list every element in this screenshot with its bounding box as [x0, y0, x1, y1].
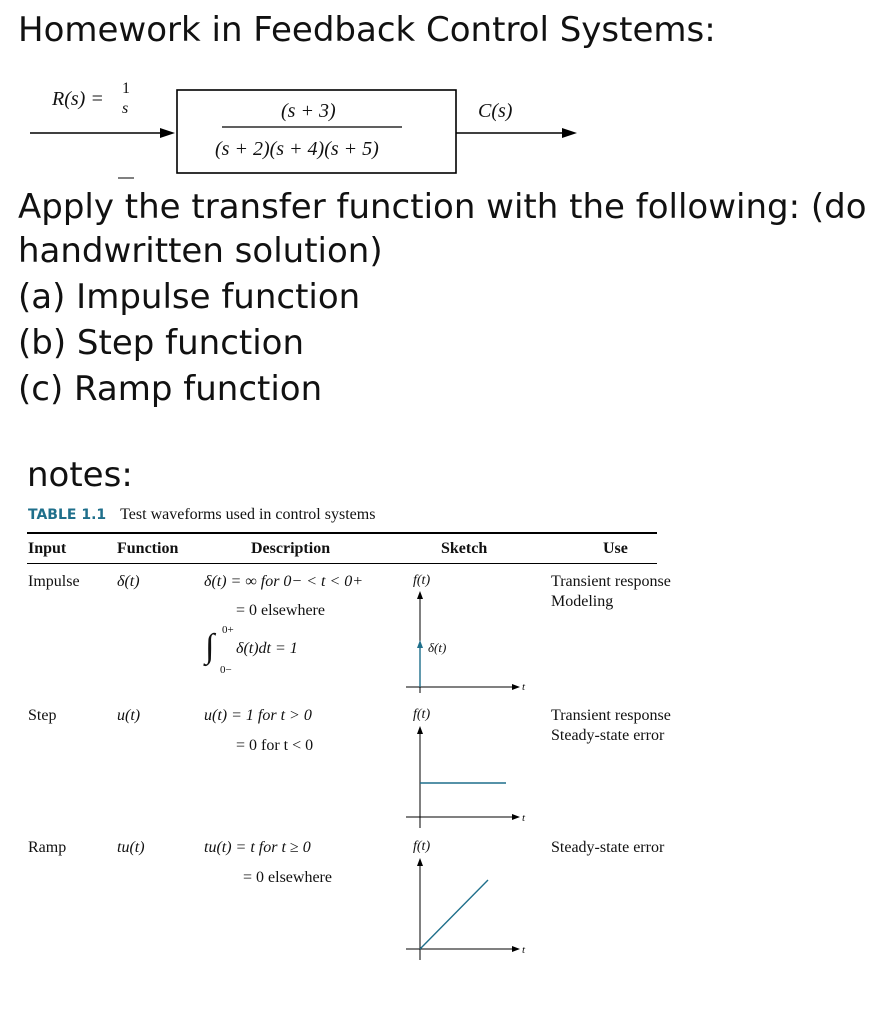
- row-input: Ramp: [28, 839, 67, 856]
- output-arrowhead: [562, 128, 577, 138]
- input-label: R(s) =: [52, 88, 104, 110]
- header-function: Function: [117, 540, 179, 557]
- sketch-x-arrowhead: [512, 814, 520, 820]
- row-function: δ(t): [117, 573, 140, 590]
- row-function: tu(t): [117, 839, 145, 856]
- row-desc-line2: = 0 elsewhere: [236, 602, 325, 619]
- header-sketch: Sketch: [441, 540, 488, 557]
- step-sketch: [400, 720, 540, 830]
- sketch-y-label: f(t): [413, 839, 431, 854]
- table-caption: [28, 506, 375, 524]
- impulse-sketch: [400, 585, 540, 695]
- sketch-x-arrowhead: [512, 946, 520, 952]
- task-line-2: handwritten solution): [18, 231, 383, 271]
- sketch-x-label: t: [522, 681, 526, 693]
- sketch-y-label: f(t): [413, 573, 431, 588]
- ramp-line: [420, 880, 488, 949]
- ramp-sketch: [400, 852, 540, 962]
- sketch-y-arrowhead: [417, 591, 423, 599]
- task-item-c: (c) Ramp function: [18, 369, 323, 409]
- header-description: Description: [251, 540, 331, 557]
- sketch-x-label: t: [522, 944, 526, 956]
- task-item-a: (a) Impulse function: [18, 277, 361, 317]
- row-desc-line1: u(t) = 1 for t > 0: [204, 707, 312, 724]
- row-use-line1: Steady-state error: [551, 839, 665, 856]
- row-input: Step: [28, 707, 57, 724]
- integral-sign: ∫: [205, 628, 215, 665]
- row-use-line1: Transient response: [551, 573, 671, 590]
- row-use-line1: Transient response: [551, 707, 671, 724]
- table-top-rule: [27, 532, 657, 534]
- integral-lower-limit: 0−: [220, 664, 232, 676]
- table-caption-text: Test waveforms used in control systems: [120, 506, 376, 523]
- tf-numerator: (s + 3): [281, 100, 336, 122]
- notes-label: notes:: [27, 455, 133, 495]
- task-line-1: Apply the transfer function with the following: (do: [18, 187, 867, 227]
- input-numerator: 1: [122, 80, 130, 97]
- impulse-arrowhead: [417, 640, 423, 648]
- header-use: Use: [603, 540, 628, 557]
- row-desc-line1: tu(t) = t for t ≥ 0: [204, 839, 311, 856]
- row-desc-line1: δ(t) = ∞ for 0− < t < 0+: [204, 573, 364, 590]
- sketch-y-label: f(t): [413, 707, 431, 722]
- row-function: u(t): [117, 707, 141, 724]
- row-use-line2: Modeling: [551, 593, 614, 610]
- sketch-x-arrowhead: [512, 684, 520, 690]
- integral-upper-limit: 0+: [222, 624, 234, 636]
- sketch-x-label: t: [522, 812, 526, 824]
- input-denominator: s: [122, 100, 129, 117]
- row-input: Impulse: [28, 573, 80, 590]
- input-arrowhead: [160, 128, 175, 138]
- row-desc-line3: δ(t)dt = 1: [236, 640, 298, 657]
- sketch-y-arrowhead: [417, 858, 423, 866]
- sketch-y-arrowhead: [417, 726, 423, 734]
- table-header-rule: [27, 563, 657, 564]
- output-label: C(s): [478, 100, 513, 122]
- table-label: TABLE 1.1: [28, 507, 107, 523]
- task-item-b: (b) Step function: [18, 323, 305, 363]
- row-desc-line2: = 0 elsewhere: [243, 869, 332, 886]
- sketch-impulse-label: δ(t): [428, 640, 447, 655]
- tf-denominator: (s + 2)(s + 4)(s + 5): [215, 138, 379, 160]
- header-input: Input: [28, 540, 67, 557]
- row-use-line2: Steady-state error: [551, 727, 665, 744]
- page-title: Homework in Feedback Control Systems:: [18, 10, 716, 50]
- row-desc-line2: = 0 for t < 0: [236, 737, 314, 754]
